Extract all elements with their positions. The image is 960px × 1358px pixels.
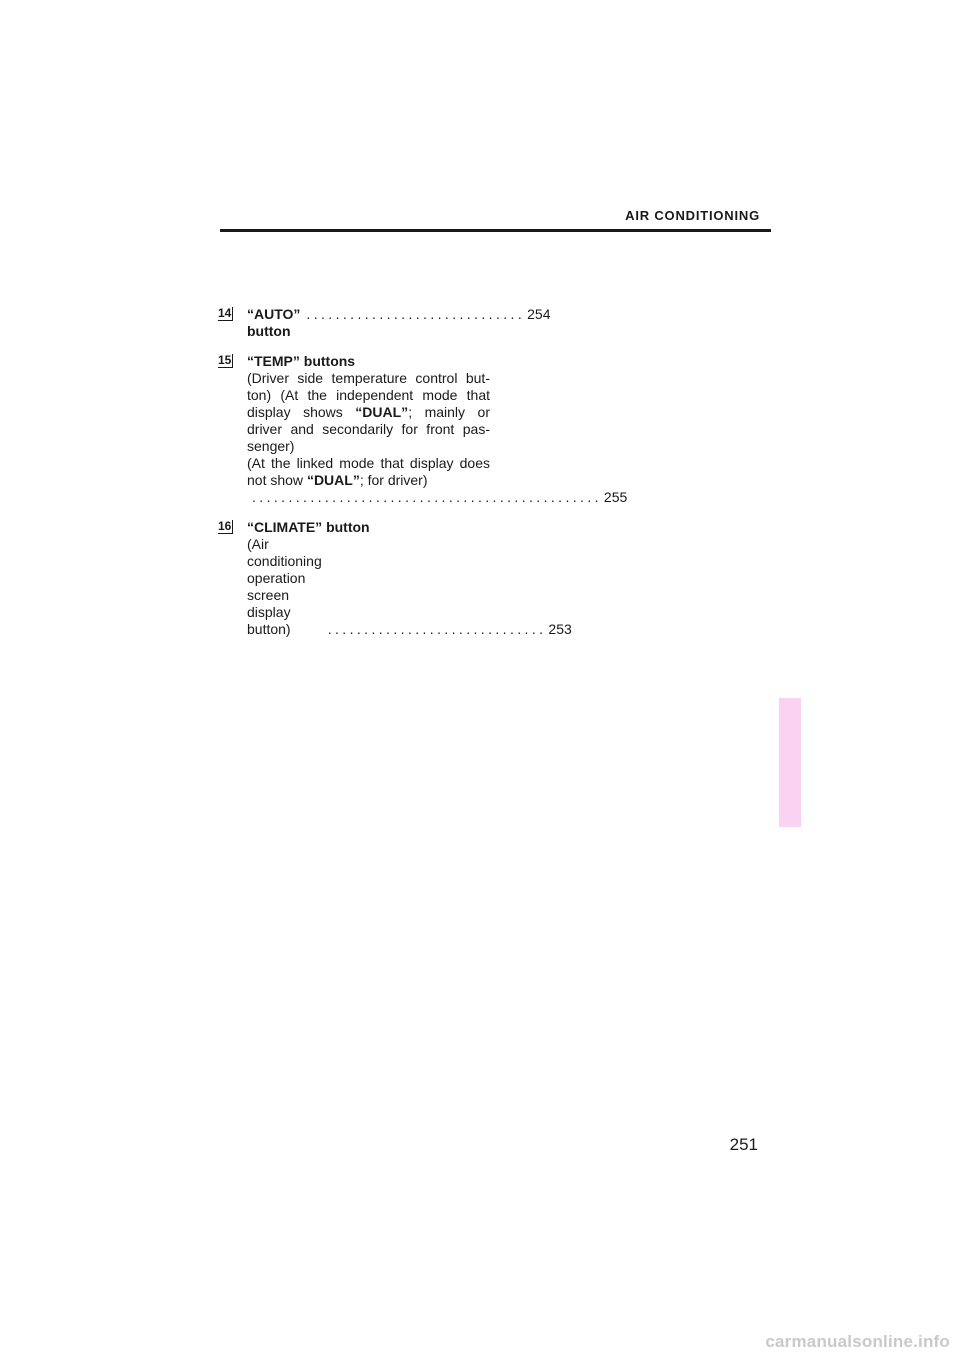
list-item (218, 519, 572, 638)
item-description: (Driver side temperature control but-ton) (At the independent mode that display shows “DUAL”; mainly or driver and secondarily for front pas-senger) (247, 370, 491, 454)
list-item (218, 353, 628, 506)
dot-leader: .............................. (327, 621, 547, 637)
item-title: “TEMP” buttons (247, 353, 356, 369)
item-number: 14 (218, 306, 232, 320)
item-description: (At the linked mode that display does not show “DUAL”; for driver) (247, 455, 490, 488)
page-number: 251 (729, 1135, 758, 1154)
section-tab (779, 698, 801, 827)
page-reference: 255 (603, 489, 628, 505)
dot-leader: .............................. (306, 306, 526, 322)
page-reference: 253 (548, 621, 572, 637)
watermark: carmanualsonline.info (765, 1332, 950, 1351)
item-title: “AUTO” button (247, 306, 301, 339)
dot-leader: ................................................ (252, 489, 602, 505)
entry-list (218, 306, 628, 651)
page-reference: 254 (527, 306, 551, 322)
item-title: “CLIMATE” button (247, 519, 370, 535)
item-description: (Air conditioning operation screen display button) (247, 536, 322, 637)
section-title: AIR CONDITIONING (625, 208, 760, 223)
header-rule (220, 229, 771, 232)
item-number: 15 (218, 353, 232, 367)
list-item (218, 306, 551, 340)
item-number: 16 (218, 519, 232, 533)
